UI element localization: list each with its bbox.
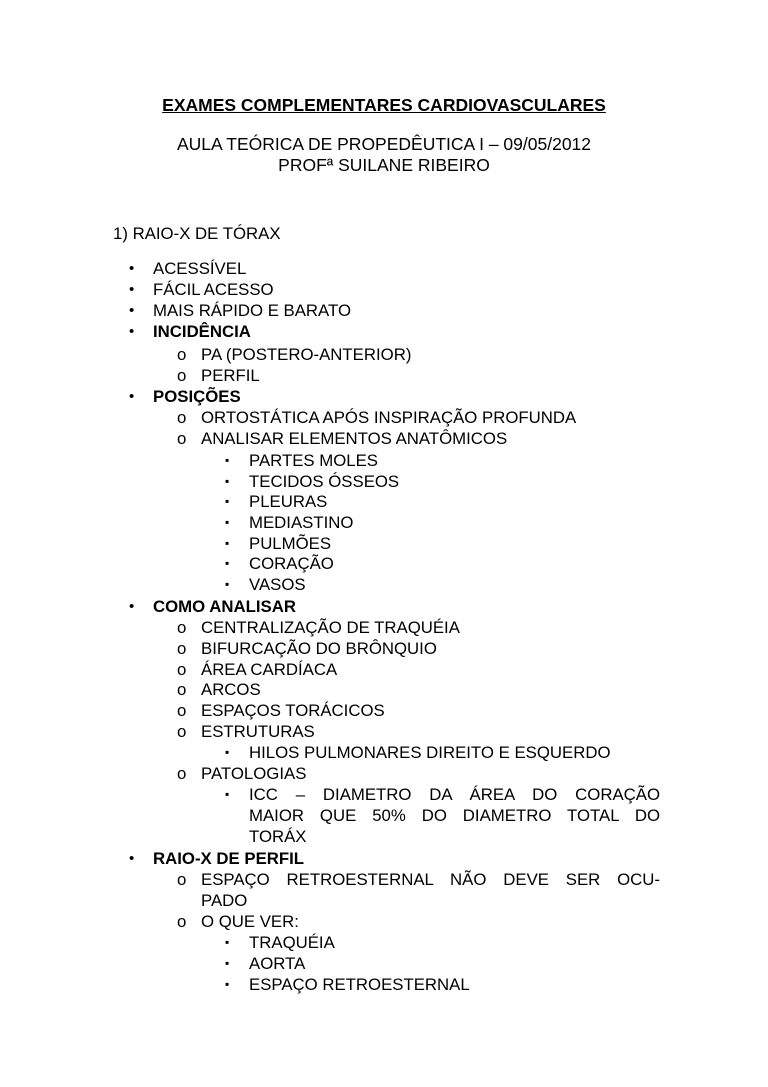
list-item-level-2: ANALISAR ELEMENTOS ANATÔMICOS: [201, 429, 508, 448]
list-item-level-3: PLEURAS: [249, 492, 328, 511]
bullet-marker: •: [129, 302, 135, 319]
list-item-level-3: PULMÕES: [249, 534, 332, 553]
list-item-level-3: CORAÇÃO: [249, 554, 334, 573]
list-item-level-1: RAIO-X DE PERFIL: [153, 849, 305, 868]
bullet-marker: •: [129, 598, 135, 615]
list-item-level-1: MAIS RÁPIDO E BARATO: [153, 301, 351, 320]
list-item-level-3: AORTA: [249, 954, 306, 973]
list-item-level-2: O QUE VER:: [201, 912, 299, 931]
square-marker: ▪: [225, 577, 230, 591]
bullet-marker: •: [129, 323, 135, 340]
square-marker: ▪: [225, 956, 230, 970]
circle-marker: o: [177, 345, 187, 364]
square-marker: ▪: [225, 745, 230, 759]
square-marker: ▪: [225, 787, 230, 801]
list-item-level-3: TORÁX: [249, 827, 307, 846]
square-marker: ▪: [225, 556, 230, 570]
circle-marker: o: [177, 429, 187, 448]
circle-marker: o: [177, 408, 187, 427]
list-item-level-3: VASOS: [249, 575, 306, 594]
document-title: EXAMES COMPLEMENTARES CARDIOVASCULARES: [162, 95, 606, 115]
list-item-level-1: ACESSÍVEL: [153, 259, 247, 278]
bullet-marker: •: [129, 850, 135, 867]
list-item-level-3: HILOS PULMONARES DIREITO E ESQUERDO: [249, 743, 611, 762]
list-item-level-2: ÁREA CARDÍACA: [201, 660, 338, 679]
list-item-level-1: COMO ANALISAR: [153, 597, 296, 616]
list-item-level-1: POSIÇÕES: [153, 387, 241, 406]
list-item-level-2: ESTRUTURAS: [201, 722, 315, 741]
square-marker: ▪: [225, 494, 230, 508]
circle-marker: o: [177, 722, 187, 741]
circle-marker: o: [177, 366, 187, 385]
list-item-level-2: PERFIL: [201, 366, 260, 385]
square-marker: ▪: [225, 453, 230, 467]
square-marker: ▪: [225, 536, 230, 550]
circle-marker: o: [177, 764, 187, 783]
list-item-level-1: INCIDÊNCIA: [153, 322, 251, 341]
circle-marker: o: [177, 680, 187, 699]
bullet-marker: •: [129, 281, 135, 298]
list-item-level-3: TECIDOS ÓSSEOS: [249, 472, 400, 491]
list-item-level-3: MAIOR QUE 50% DO DIAMETRO TOTAL DO: [249, 806, 660, 825]
list-item-level-2: PATOLOGIAS: [201, 764, 307, 783]
list-item-level-2: CENTRALIZAÇÃO DE TRAQUÉIA: [201, 618, 460, 637]
list-item-level-2: ESPAÇOS TORÁCICOS: [201, 701, 385, 720]
square-marker: ▪: [225, 935, 230, 949]
circle-marker: o: [177, 870, 187, 889]
list-item-level-3: ICC – DIAMETRO DA ÁREA DO CORAÇÃO: [249, 785, 660, 804]
list-item-level-2: ORTOSTÁTICA APÓS INSPIRAÇÃO PROFUNDA: [201, 408, 577, 427]
document-subtitle: AULA TEÓRICA DE PROPEDÊUTICA I – 09/05/2012: [176, 134, 592, 154]
circle-marker: o: [177, 639, 187, 658]
professor-name: PROFª SUILANE RIBEIRO: [278, 155, 490, 175]
circle-marker: o: [177, 912, 187, 931]
list-item-level-1: FÁCIL ACESSO: [153, 280, 274, 299]
circle-marker: o: [177, 660, 187, 679]
list-item-level-3: ESPAÇO RETROESTERNAL: [249, 975, 470, 994]
bullet-marker: •: [129, 260, 135, 277]
list-item-level-3: MEDIASTINO: [249, 513, 354, 532]
list-item-level-2: PADO: [201, 891, 248, 910]
list-item-level-2: PA (POSTERO-ANTERIOR): [201, 345, 412, 364]
circle-marker: o: [177, 618, 187, 637]
square-marker: ▪: [225, 474, 230, 488]
list-item-level-3: PARTES MOLES: [249, 451, 379, 470]
bullet-marker: •: [129, 388, 135, 405]
list-item-level-3: TRAQUÉIA: [249, 933, 335, 952]
section-heading: 1) RAIO-X DE TÓRAX: [113, 224, 281, 243]
list-item-level-2: ARCOS: [201, 680, 261, 699]
circle-marker: o: [177, 701, 187, 720]
square-marker: ▪: [225, 515, 230, 529]
list-item-level-2: ESPAÇO RETROESTERNAL NÃO DEVE SER OCU-: [201, 870, 660, 889]
list-item-level-2: BIFURCAÇÃO DO BRÔNQUIO: [201, 639, 437, 658]
square-marker: ▪: [225, 977, 230, 991]
